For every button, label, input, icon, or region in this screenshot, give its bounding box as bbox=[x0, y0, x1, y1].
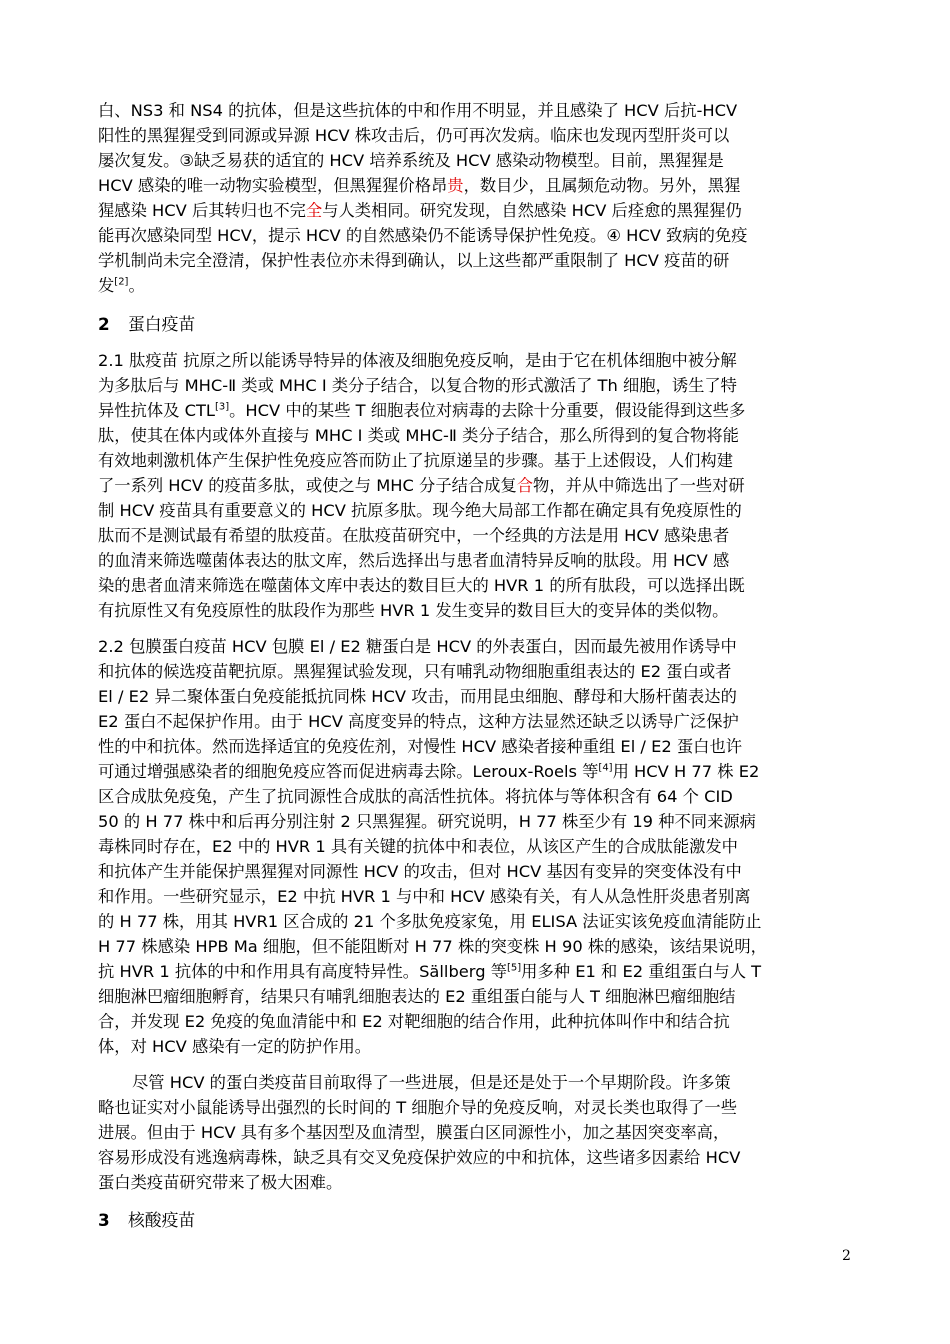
text-line: 区合成肽免疫兔，产生了抗同源性合成肽的高活性抗体。将抗体与等体积含有 64 个 CID bbox=[98, 787, 733, 806]
citation-ref: [3] bbox=[214, 401, 230, 413]
text-line: 50 的 H 77 株中和后再分别注射 2 只黑猩猩。研究说明，H 77 株至少有 19 种不同来源病 bbox=[98, 812, 756, 831]
text-line: 学机制尚未完全澄清，保护性表位亦未得到确认，以上这些都严重限制了 HCV 疫苗的研 bbox=[98, 251, 730, 270]
highlighted-char: 贵 bbox=[447, 176, 464, 195]
text-line: 肽，使其在体内或体外直接与 MHC I 类或 MHC-Ⅱ 类分子结合，那么所得到的复合物将能 bbox=[98, 426, 739, 445]
text-line: 有效地刺激机体产生保护性免疫应答而防止了抗原递呈的步骤。基于上述假设，人们构建 bbox=[98, 451, 733, 470]
text-line: 阳性的黑猩猩受到同源或异源 HCV 株攻击后，仍可再次发病。临床也发现丙型肝炎可以 bbox=[98, 126, 730, 145]
text-line: 和抗体产生并能保护黑猩猩对同源性 HCV 的攻击，但对 HCV 基因有变异的突变体没有中 bbox=[98, 862, 742, 881]
text-line: 为多肽后与 MHC-Ⅱ 类或 MHC I 类分子结合，以复合物的形式激活了 Th 细胞，诱生了特 bbox=[98, 376, 737, 395]
page-number: 2 bbox=[842, 1248, 851, 1264]
text-line: 有抗原性又有免疫原性的肽段作为那些 HVR 1 发生变异的数目巨大的变异体的类似物。 bbox=[98, 601, 729, 620]
text-line: 的 H 77 株，用其 HVR1 区合成的 21 个多肽免疫家兔，用 ELISA 法证实该免疫血清能防止 bbox=[98, 912, 762, 931]
text-span: 异性抗体及 CTL bbox=[98, 401, 215, 420]
section-title: 蛋白疫苗 bbox=[128, 314, 196, 334]
text-line bbox=[98, 173, 858, 198]
highlighted-char: 合 bbox=[516, 476, 534, 495]
text-line: 屡次复发。③缺乏易获的适宜的 HCV 培养系统及 HCV 感染动物模型。目前，黑猩猩是 bbox=[98, 151, 724, 170]
text-line: 合，并发现 E2 免疫的兔血清能中和 E2 对靶细胞的结合作用，此种抗体叫作中和结合抗 bbox=[98, 1012, 730, 1031]
text-span: 。 bbox=[128, 276, 145, 295]
section-number: 2 bbox=[98, 314, 110, 334]
section-title: 核酸疫苗 bbox=[128, 1210, 196, 1230]
text-line: 染的患者血清来筛选在噬菌体文库中表达的数目巨大的 HVR 1 的所有肽段，可以选择出既 bbox=[98, 576, 745, 595]
paragraph-2-1 bbox=[98, 348, 858, 623]
text-line: El / E2 异二聚体蛋白免疫能抵抗同株 HCV 攻击，而用昆虫细胞、酵母和大肠杆菌表达的 bbox=[98, 687, 737, 706]
text-line: H 77 株感染 HPB Ma 细胞，但不能阻断对 H 77 株的突变株 H 90 株的感染，该结果说明， bbox=[98, 937, 767, 956]
text-line: 尽管 HCV 的蛋白类疫苗目前取得了一些进展，但是还是处于一个早期阶段。许多策 bbox=[132, 1073, 731, 1092]
text-span: 物，并从中筛选出了一些对研 bbox=[533, 476, 745, 495]
text-line: 性的中和抗体。然而选择适宜的免疫佐剂，对慢性 HCV 感染者接种重组 El / E2 蛋白也许 bbox=[98, 737, 743, 756]
text-span: 。HCV 中的某些 T 细胞表位对病毒的去除十分重要，假设能得到这些多 bbox=[229, 401, 746, 420]
text-line: 肽而不是测试最有希望的肽疫苗。在肽疫苗研究中，一个经典的方法是用 HCV 感染患者 bbox=[98, 526, 730, 545]
text-line: 白、NS3 和 NS4 的抗体，但是这些抗体的中和作用不明显，并且感染了 HCV 后抗-HCV bbox=[98, 101, 738, 120]
section-heading-3 bbox=[98, 1208, 858, 1233]
text-line: 制 HCV 疫苗具有重要意义的 HCV 抗原多肽。现今绝大局部工作都在确定具有免疫原性的 bbox=[98, 501, 742, 520]
text-line: 进展。但由于 HCV 具有多个基因型及血清型，膜蛋白区同源性小，加之基因突变率高， bbox=[98, 1123, 730, 1142]
paragraph-intro bbox=[98, 98, 858, 298]
text-span: 与人类相同。研究发现，自然感染 HCV 后痊愈的黑猩猩仍 bbox=[322, 201, 742, 220]
text-span: 可通过增强感染者的细胞免疫应答而促进病毒去除。Leroux-Roels 等 bbox=[98, 762, 599, 781]
section-number: 3 bbox=[98, 1210, 110, 1230]
citation-ref: [5] bbox=[507, 962, 522, 974]
text-line: 能再次感染同型 HCV，提示 HCV 的自然感染仍不能诱导保护性免疫。④ HCV 致病的免疫 bbox=[98, 226, 748, 245]
citation-ref: [2] bbox=[114, 276, 129, 288]
text-line bbox=[98, 198, 858, 223]
text-line bbox=[98, 398, 858, 423]
text-line bbox=[98, 273, 858, 298]
text-span: HCV 感染的唯一动物实验模型，但黑猩猩价格昂 bbox=[98, 176, 448, 195]
citation-ref: [4] bbox=[598, 762, 613, 774]
text-span: 猩感染 HCV 后其转归也不完 bbox=[98, 201, 306, 220]
text-span: 用 HCV H 77 株 E2 bbox=[612, 762, 760, 781]
text-span: ，数目少，且属频危动物。另外，黑猩 bbox=[463, 176, 741, 195]
paragraph-summary bbox=[98, 1070, 858, 1195]
text-line: 体，对 HCV 感染有一定的防护作用。 bbox=[98, 1037, 372, 1056]
text-line: 和作用。一些研究显示，E2 中抗 HVR 1 与中和 HCV 感染有关，有人从急性肝炎患者别离 bbox=[98, 887, 751, 906]
text-span: 发 bbox=[98, 276, 115, 295]
text-line: 略也证实对小鼠能诱导出强烈的长时间的 T 细胞介导的免疫反响，对灵长类也取得了一些 bbox=[98, 1098, 737, 1117]
text-line: 2.1 肽疫苗 抗原之所以能诱导特异的体液及细胞免疫反响，是由于它在机体细胞中被分解 bbox=[98, 351, 737, 370]
text-span: 用多种 E1 和 E2 重组蛋白与人 T bbox=[521, 962, 762, 981]
text-line: 2.2 包膜蛋白疫苗 HCV 包膜 El / E2 糖蛋白是 HCV 的外表蛋白，因而最先被用作诱导中 bbox=[98, 637, 737, 656]
text-line: 细胞淋巴瘤细胞孵育，结果只有哺乳细胞表达的 E2 重组蛋白能与人 T 细胞淋巴瘤细胞结 bbox=[98, 987, 736, 1006]
text-line bbox=[98, 759, 858, 784]
text-span: 了一系列 HCV 的疫苗多肽，或使之与 MHC 分子结合成复 bbox=[98, 476, 517, 495]
text-line: 毒株同时存在，E2 中的 HVR 1 具有关键的抗体中和表位，从该区产生的合成肽能激发中 bbox=[98, 837, 738, 856]
text-line: E2 蛋白不起保护作用。由于 HCV 高度变异的特点，这种方法显然还缺乏以诱导广泛保护 bbox=[98, 712, 739, 731]
highlighted-char: 全 bbox=[305, 201, 323, 220]
paragraph-2-2 bbox=[98, 634, 858, 1059]
text-line bbox=[98, 473, 858, 498]
text-line: 的血清来筛选噬菌体表达的肽文库，然后选择出与患者血清特异反响的肽段。用 HCV 感 bbox=[98, 551, 730, 570]
text-line bbox=[98, 959, 858, 984]
text-line: 蛋白类疫苗研究带来了极大困难。 bbox=[98, 1173, 343, 1192]
text-span: 抗 HVR 1 抗体的中和作用具有高度特异性。Sällberg 等 bbox=[98, 962, 507, 981]
section-heading-2 bbox=[98, 312, 858, 337]
text-line: 和抗体的候选疫苗靶抗原。黑猩猩试验发现，只有哺乳动物细胞重组表达的 E2 蛋白或者 bbox=[98, 662, 732, 681]
text-line: 容易形成没有逃逸病毒株，缺乏具有交叉免疫保护效应的中和抗体，这些诸多因素给 HCV bbox=[98, 1148, 741, 1167]
